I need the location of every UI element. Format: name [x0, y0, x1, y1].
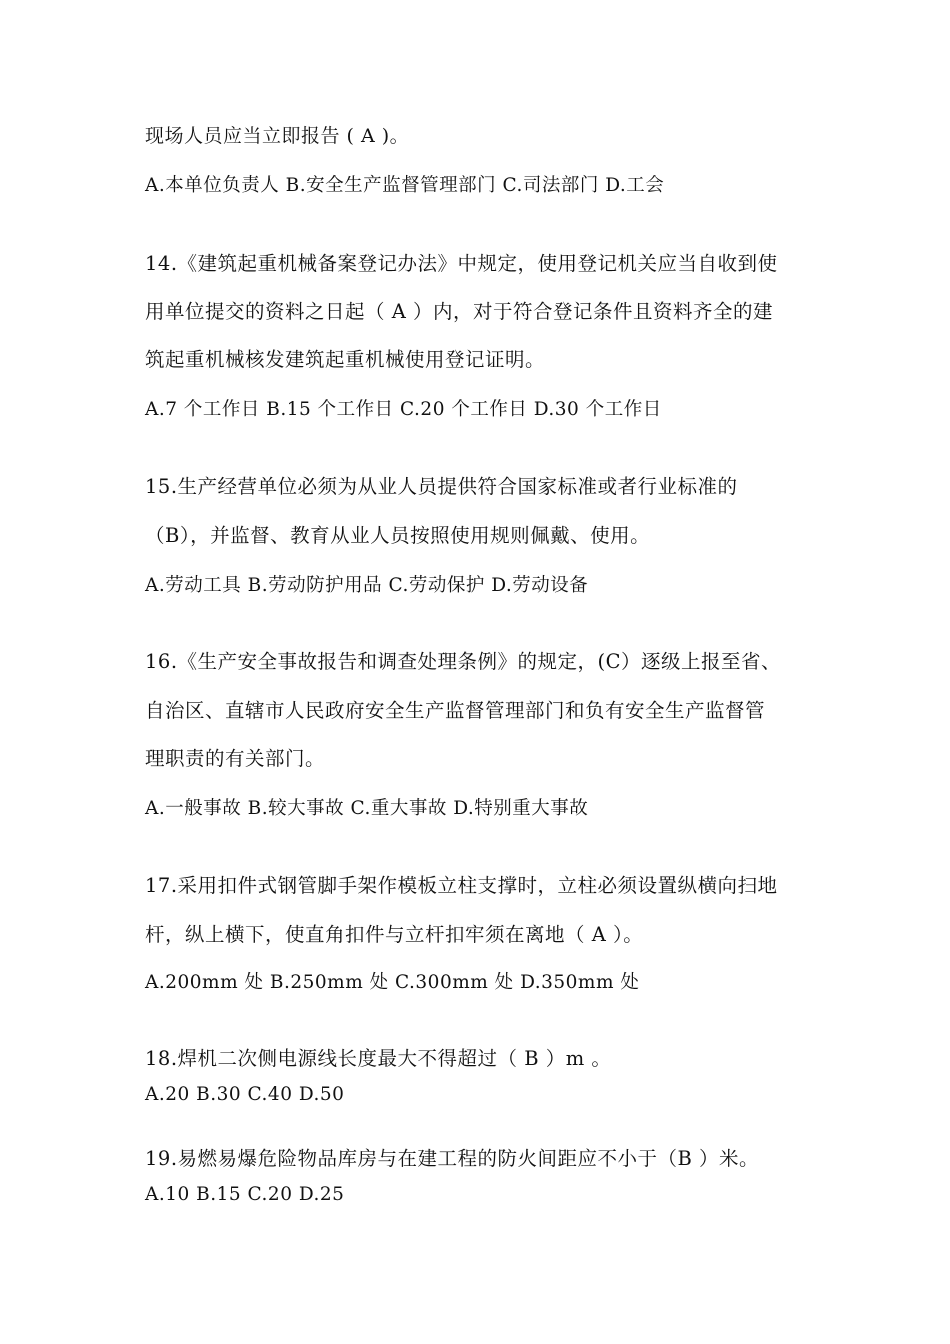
question-16-text-line-3: 理职责的有关部门。: [145, 747, 326, 770]
question-15-text-line-2: （B），并监督、教育从业人员按照使用规则佩戴、使用。: [145, 524, 651, 547]
question-16-options: A.一般事故 B.较大事故 C.重大事故 D.特别重大事故: [145, 798, 589, 819]
question-14-text-line-1: 14.《建筑起重机械备案登记办法》中规定，使用登记机关应当自收到使: [145, 252, 778, 275]
question-17-text-line-2: 杆，纵上横下，使直角扣件与立杆扣牢须在离地（ A ）。: [145, 923, 644, 946]
question-19-text: 19.易燃易爆危险物品库房与在建工程的防火间距应不小于（B ）米。: [145, 1147, 760, 1170]
question-17-text-line-1: 17.采用扣件式钢管脚手架作模板立柱支撑时，立柱必须设置纵横向扫地: [145, 874, 778, 897]
question-14-text-line-2: 用单位提交的资料之日起（ A ）内，对于符合登记条件且资料齐全的建: [145, 300, 773, 323]
question-14-text-line-3: 筑起重机械核发建筑起重机械使用登记证明。: [145, 348, 546, 371]
question-13-options: A.本单位负责人 B.安全生产监督管理部门 C.司法部门 D.工会: [145, 175, 665, 196]
question-13-text-tail: 现场人员应当立即报告 ( A )。: [145, 125, 410, 147]
question-18-text: 18.焊机二次侧电源线长度最大不得超过（ B ）m 。: [145, 1047, 612, 1070]
question-18-options: A.20 B.30 C.40 D.50: [145, 1084, 345, 1105]
question-16-text-line-2: 自治区、直辖市人民政府安全生产监督管理部门和负有安全生产监督管: [145, 699, 766, 722]
question-15-text-line-1: 15.生产经营单位必须为从业人员提供符合国家标准或者行业标准的: [145, 475, 738, 498]
question-15-options: A.劳动工具 B.劳动防护用品 C.劳动保护 D.劳动设备: [145, 575, 589, 596]
question-17-options: A.200mm 处 B.250mm 处 C.300mm 处 D.350mm 处: [145, 972, 640, 993]
question-14-options: A.7 个工作日 B.15 个工作日 C.20 个工作日 D.30 个工作日: [145, 399, 662, 420]
question-19-options: A.10 B.15 C.20 D.25: [145, 1184, 345, 1205]
question-16-text-line-1: 16.《生产安全事故报告和调查处理条例》的规定，(C）逐级上报至省、: [145, 650, 782, 673]
